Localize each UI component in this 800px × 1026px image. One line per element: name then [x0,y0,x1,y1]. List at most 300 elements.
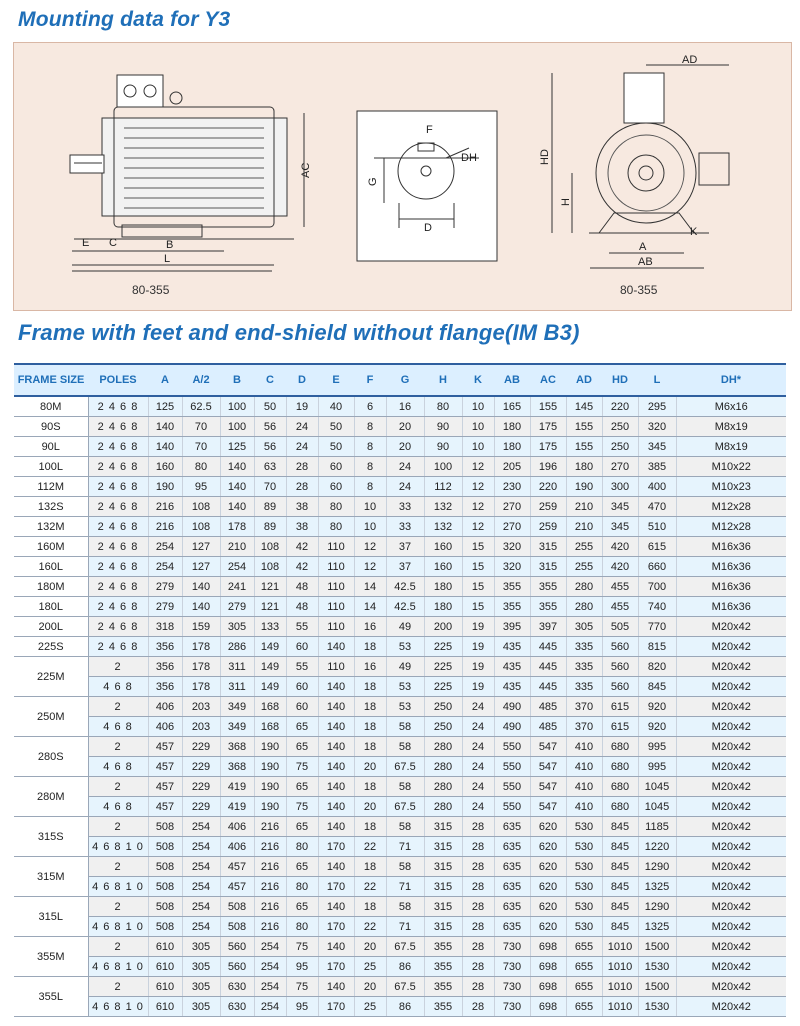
column-header: K [462,364,494,396]
table-row [14,517,786,537]
value-cell: M16x36 [676,577,786,597]
value-cell: 160 [148,457,182,477]
value-cell: 419 [220,797,254,817]
value-cell: 53 [386,637,424,657]
value-cell: 560 [602,637,638,657]
value-cell: 110 [318,577,354,597]
frame-size-cell: 90L [14,437,88,457]
value-cell: 550 [494,757,530,777]
value-cell: 630 [220,977,254,997]
column-header: E [318,364,354,396]
poles-cell: 2 [88,697,148,717]
value-cell: 90 [424,417,462,437]
value-cell: 311 [220,677,254,697]
value-cell: 140 [318,857,354,877]
value-cell: 125 [220,437,254,457]
value-cell: 510 [638,517,676,537]
value-cell: M20x42 [676,737,786,757]
poles-cell: 2 4 6 8 [88,457,148,477]
value-cell: 406 [148,697,182,717]
value-cell: 20 [354,797,386,817]
value-cell: 216 [254,917,286,937]
value-cell: 620 [530,857,566,877]
value-cell: M16x36 [676,557,786,577]
value-cell: 20 [354,757,386,777]
poles-cell: 2 [88,777,148,797]
value-cell: 355 [424,977,462,997]
value-cell: 190 [254,737,286,757]
value-cell: 67.5 [386,937,424,957]
value-cell: 635 [494,897,530,917]
value-cell: 1500 [638,977,676,997]
value-cell: M20x42 [676,697,786,717]
value-cell: 349 [220,697,254,717]
value-cell: 420 [602,557,638,577]
value-cell: 457 [148,737,182,757]
frame-size-cell: 100L [14,457,88,477]
value-cell: 300 [602,477,638,497]
value-cell: 286 [220,637,254,657]
value-cell: 457 [220,877,254,897]
value-cell: 60 [286,637,318,657]
value-cell: 108 [254,557,286,577]
value-cell: 63 [254,457,286,477]
poles-cell: 2 4 6 8 [88,617,148,637]
value-cell: 37 [386,537,424,557]
value-cell: 345 [602,497,638,517]
value-cell: 920 [638,697,676,717]
value-cell: 75 [286,797,318,817]
value-cell: M20x42 [676,897,786,917]
value-cell: 356 [148,637,182,657]
value-cell: 230 [494,477,530,497]
value-cell: 547 [530,777,566,797]
value-cell: 225 [424,657,462,677]
technical-drawing-panel [13,42,792,311]
value-cell: 110 [318,597,354,617]
value-cell: 108 [182,517,220,537]
value-cell: 635 [494,837,530,857]
value-cell: 86 [386,957,424,977]
value-cell: 19 [462,657,494,677]
value-cell: 620 [530,897,566,917]
value-cell: 18 [354,637,386,657]
value-cell: 60 [318,477,354,497]
value-cell: 457 [148,757,182,777]
front-view-drawing [552,65,729,268]
value-cell: 490 [494,697,530,717]
value-cell: 216 [254,897,286,917]
table-row [14,997,786,1017]
value-cell: 108 [254,537,286,557]
poles-cell: 2 4 6 8 [88,597,148,617]
value-cell: 254 [148,537,182,557]
value-cell: 241 [220,577,254,597]
value-cell: 38 [286,497,318,517]
table-row [14,396,786,417]
value-cell: M20x42 [676,777,786,797]
value-cell: 55 [286,657,318,677]
value-cell: M20x42 [676,997,786,1017]
value-cell: 149 [254,657,286,677]
value-cell: 355 [424,997,462,1017]
table-row [14,677,786,697]
poles-cell: 4 6 8 [88,717,148,737]
value-cell: 210 [566,497,602,517]
value-cell: 700 [638,577,676,597]
label-d: D [424,222,432,234]
value-cell: 305 [182,957,220,977]
value-cell: 229 [182,797,220,817]
value-cell: 740 [638,597,676,617]
value-cell: 770 [638,617,676,637]
table-row [14,597,786,617]
frame-size-cell: 112M [14,477,88,497]
value-cell: 28 [286,457,318,477]
value-cell: 18 [354,697,386,717]
value-cell: 149 [254,637,286,657]
value-cell: 254 [182,817,220,837]
column-header: AD [566,364,602,396]
value-cell: 10 [462,396,494,417]
frame-size-cell: 355M [14,937,88,977]
value-cell: 635 [494,917,530,937]
value-cell: 435 [494,657,530,677]
value-cell: 279 [220,597,254,617]
value-cell: 18 [354,737,386,757]
value-cell: 355 [424,957,462,977]
value-cell: 508 [148,857,182,877]
value-cell: 845 [602,817,638,837]
value-cell: M20x42 [676,877,786,897]
value-cell: 220 [602,396,638,417]
value-cell: M12x28 [676,517,786,537]
table-row [14,797,786,817]
value-cell: 22 [354,837,386,857]
value-cell: M20x42 [676,817,786,837]
table-row [14,857,786,877]
value-cell: 19 [462,677,494,697]
value-cell: 168 [254,697,286,717]
value-cell: 250 [424,717,462,737]
value-cell: 530 [566,857,602,877]
value-cell: M20x42 [676,957,786,977]
value-cell: 55 [286,617,318,637]
value-cell: 250 [602,417,638,437]
value-cell: 315 [424,817,462,837]
value-cell: 255 [566,557,602,577]
value-cell: 53 [386,697,424,717]
frame-size-cell: 132S [14,497,88,517]
table-header-row [14,364,786,396]
label-h: H [560,198,572,206]
value-cell: 12 [462,477,494,497]
value-cell: M20x42 [676,717,786,737]
value-cell: 140 [318,757,354,777]
label-dh: DH [461,152,477,164]
table-row [14,637,786,657]
value-cell: 180 [566,457,602,477]
value-cell: 95 [286,997,318,1017]
value-cell: 620 [530,877,566,897]
value-cell: 254 [182,857,220,877]
value-cell: 175 [530,437,566,457]
value-cell: 530 [566,837,602,857]
poles-cell: 2 4 6 8 [88,577,148,597]
value-cell: 25 [354,957,386,977]
table-row [14,457,786,477]
value-cell: 1045 [638,777,676,797]
table-row [14,657,786,677]
value-cell: 25 [354,997,386,1017]
value-cell: 110 [318,657,354,677]
value-cell: M20x42 [676,757,786,777]
value-cell: 216 [254,857,286,877]
column-header: DH* [676,364,786,396]
value-cell: 180 [424,597,462,617]
value-cell: 80 [318,497,354,517]
value-cell: 145 [566,396,602,417]
value-cell: 24 [462,697,494,717]
value-cell: 320 [494,537,530,557]
value-cell: M20x42 [676,937,786,957]
value-cell: 1290 [638,857,676,877]
value-cell: 10 [354,517,386,537]
value-cell: 680 [602,757,638,777]
value-cell: 370 [566,717,602,737]
table-row [14,417,786,437]
poles-cell: 2 [88,817,148,837]
value-cell: 70 [254,477,286,497]
motor-drawings [14,43,791,310]
value-cell: 50 [318,417,354,437]
value-cell: 180 [494,417,530,437]
value-cell: 48 [286,577,318,597]
value-cell: 8 [354,457,386,477]
value-cell: 75 [286,757,318,777]
table-row [14,577,786,597]
value-cell: 315 [530,537,566,557]
value-cell: 610 [148,957,182,977]
table-row [14,697,786,717]
value-cell: 71 [386,877,424,897]
column-header: AB [494,364,530,396]
value-cell: 18 [354,677,386,697]
value-cell: 140 [318,777,354,797]
column-header: POLES [88,364,148,396]
value-cell: 28 [462,977,494,997]
value-cell: 190 [254,797,286,817]
value-cell: 820 [638,657,676,677]
value-cell: 8 [354,437,386,457]
value-cell: 108 [182,497,220,517]
value-cell: 225 [424,677,462,697]
value-cell: 229 [182,737,220,757]
value-cell: 18 [354,897,386,917]
value-cell: 457 [148,797,182,817]
value-cell: 356 [148,677,182,697]
value-cell: 410 [566,757,602,777]
frame-size-cell: 80M [14,396,88,417]
value-cell: 320 [638,417,676,437]
table-row [14,717,786,737]
value-cell: 505 [602,617,638,637]
value-cell: 315 [424,837,462,857]
value-cell: 60 [286,677,318,697]
value-cell: 70 [182,417,220,437]
value-cell: 175 [530,417,566,437]
value-cell: 12 [462,497,494,517]
value-cell: 67.5 [386,757,424,777]
poles-cell: 2 4 6 8 [88,396,148,417]
value-cell: 295 [638,396,676,417]
poles-cell: 4 6 8 1 0 [88,997,148,1017]
value-cell: 28 [462,957,494,977]
poles-cell: 2 [88,737,148,757]
value-cell: M20x42 [676,677,786,697]
value-cell: 170 [318,957,354,977]
value-cell: 457 [148,777,182,797]
value-cell: 368 [220,757,254,777]
value-cell: 270 [494,517,530,537]
value-cell: 635 [494,857,530,877]
value-cell: 28 [286,477,318,497]
table-row [14,477,786,497]
value-cell: 259 [530,497,566,517]
value-cell: 229 [182,757,220,777]
column-header: A/2 [182,364,220,396]
column-header: B [220,364,254,396]
value-cell: 355 [530,577,566,597]
value-cell: 121 [254,597,286,617]
value-cell: 12 [354,537,386,557]
value-cell: 178 [182,637,220,657]
label-a: A [639,241,647,253]
value-cell: 615 [638,537,676,557]
poles-cell: 2 [88,657,148,677]
value-cell: 508 [148,897,182,917]
value-cell: 132 [424,497,462,517]
value-cell: 397 [530,617,566,637]
value-cell: 14 [354,597,386,617]
label-c: C [109,237,117,249]
value-cell: 10 [354,497,386,517]
value-cell: 349 [220,717,254,737]
value-cell: 270 [494,497,530,517]
value-cell: 1045 [638,797,676,817]
value-cell: 24 [462,797,494,817]
value-cell: 100 [220,396,254,417]
value-cell: 530 [566,817,602,837]
value-cell: 254 [182,877,220,897]
poles-cell: 2 [88,897,148,917]
value-cell: 410 [566,737,602,757]
value-cell: 89 [254,497,286,517]
column-header: A [148,364,182,396]
value-cell: 15 [462,557,494,577]
value-cell: 530 [566,897,602,917]
value-cell: 995 [638,737,676,757]
frame-size-cell: 90S [14,417,88,437]
value-cell: 140 [318,817,354,837]
value-cell: 190 [254,777,286,797]
value-cell: 1010 [602,997,638,1017]
value-cell: 10 [462,417,494,437]
value-cell: 140 [220,477,254,497]
value-cell: 216 [254,877,286,897]
value-cell: 6 [354,396,386,417]
value-cell: 254 [182,837,220,857]
table-row [14,877,786,897]
value-cell: 24 [462,757,494,777]
value-cell: 620 [530,817,566,837]
poles-cell: 2 4 6 8 [88,497,148,517]
value-cell: 200 [424,617,462,637]
value-cell: 165 [494,396,530,417]
value-cell: 203 [182,717,220,737]
value-cell: 42 [286,557,318,577]
value-cell: 547 [530,797,566,817]
value-cell: 16 [354,657,386,677]
value-cell: 680 [602,777,638,797]
table-row [14,897,786,917]
value-cell: 140 [318,797,354,817]
value-cell: 110 [318,557,354,577]
value-cell: 196 [530,457,566,477]
value-cell: 65 [286,777,318,797]
value-cell: 67.5 [386,797,424,817]
poles-cell: 4 6 8 1 0 [88,877,148,897]
value-cell: 112 [424,477,462,497]
value-cell: 127 [182,557,220,577]
value-cell: 305 [220,617,254,637]
poles-cell: 4 6 8 [88,677,148,697]
poles-cell: 2 4 6 8 [88,557,148,577]
value-cell: 132 [424,517,462,537]
value-cell: M20x42 [676,837,786,857]
value-cell: 355 [530,597,566,617]
value-cell: 58 [386,737,424,757]
value-cell: 680 [602,737,638,757]
value-cell: 12 [462,517,494,537]
value-cell: 58 [386,817,424,837]
value-cell: 90 [424,437,462,457]
value-cell: 395 [494,617,530,637]
value-cell: 560 [220,957,254,977]
value-cell: 315 [424,877,462,897]
value-cell: 22 [354,917,386,937]
value-cell: 12 [354,557,386,577]
value-cell: 920 [638,717,676,737]
value-cell: 254 [254,997,286,1017]
value-cell: 270 [602,457,638,477]
value-cell: 65 [286,817,318,837]
value-cell: 508 [148,817,182,837]
value-cell: 95 [182,477,220,497]
value-cell: 435 [494,677,530,697]
value-cell: 155 [566,417,602,437]
column-header: L [638,364,676,396]
column-header: FRAME SIZE [14,364,88,396]
value-cell: 210 [566,517,602,537]
label-ad: AD [682,54,698,66]
value-cell: 370 [566,697,602,717]
table-row [14,957,786,977]
value-cell: 1290 [638,897,676,917]
value-cell: 8 [354,417,386,437]
label-g: G [367,177,379,186]
value-cell: 49 [386,617,424,637]
